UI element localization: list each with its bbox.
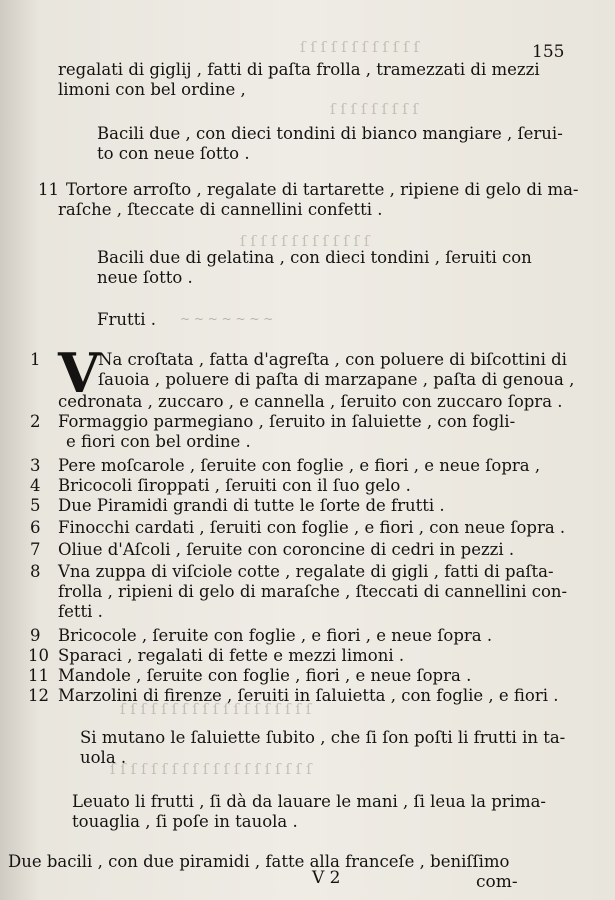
text-line: ſauoia , poluere di paſta di marzapane , paſta di genoua , [98,370,575,389]
section-heading: Frutti . [97,310,156,329]
text-line: Bacili due , con dieci tondini di bianco mangiare , ſerui- [97,124,563,143]
text-line: Tortore arroſto , regalate di tartarette , ripiene di gelo di ma- [66,180,579,199]
drop-cap: V [58,341,100,405]
item-number: 6 [30,518,41,537]
item-number: 11 [38,180,59,199]
text-line: Due Piramidi grandi di tutte le ſorte de frutti . [58,496,445,515]
text-line: Bacili due di gelatina , con dieci tondini , ſeruiti con [97,248,532,267]
item-number: 11 [28,666,49,685]
text-line: Leuato li frutti , ſi dà da lauare le mani , ſi leua la prima- [72,792,547,811]
text-line: Formaggio parmegiano , ſeruito in ſaluiette , con fogli- [58,412,516,431]
catchword: com- [476,872,518,892]
item-number: 5 [30,496,41,515]
text-line: Si mutano le ſaluiette ſubito , che ſi ſon poſti li frutti in ta- [80,728,566,747]
text-line: e fiori con bel ordine . [66,432,251,451]
text-line: cedronata , zuccaro , e cannella , ſeruito con zuccaro ſopra . [58,392,563,411]
text-line: Finocchi cardati , ſeruiti con foglie , e fiori , con neue ſopra . [58,518,566,537]
text-line: Vna zuppa di viſciole cotte , regalate di gigli , fatti di paſta- [58,562,554,581]
item-number: 10 [28,646,49,665]
page-number: 155 [532,42,565,62]
text-line: touaglia , ſi poſe in tauola . [72,812,298,831]
text-line: to con neue ſotto . [97,144,250,163]
item-number: 7 [30,540,41,559]
item-number: 3 [30,456,41,475]
text-line: neue ſotto . [97,268,193,287]
text-line: Bricocole , ſeruite con foglie , e fiori , e neue ſopra . [58,626,493,645]
text-line: uola . [80,748,127,767]
item-number: 9 [30,626,41,645]
item-number: 1 [30,350,41,369]
text-line: Bricocoli ſiroppati , ſeruiti con il ſuo gelo . [58,476,411,495]
text-line: Pere moſcarole , ſeruite con foglie , e fiori , e neue ſopra , [58,456,541,475]
bleed-through-text: ſ ſ ſ ſ ſ ſ ſ ſ ſ ſ ſ ſ ſ [240,232,370,250]
text-line: Sparaci , regalati di fette e mezzi limoni . [58,646,405,665]
text-line: regalati di giglij , fatti di paſta frolla , tramezzati di mezzi [58,60,540,79]
item-number: 4 [30,476,41,495]
text-line: raſche , ſteccate di cannellini confetti . [58,200,383,219]
text-line: limoni con bel ordine , [58,80,246,99]
bleed-through-text: ſ ſ ſ ſ ſ ſ ſ ſ ſ [330,100,419,118]
bleed-through-text: ſ ſ ſ ſ ſ ſ ſ ſ ſ ſ ſ ſ ſ ſ ſ ſ ſ ſ ſ ſ [110,760,312,778]
bleed-through-ornament: ~ ~ ~ ~ ~ ~ ~ [180,312,274,326]
bleed-through-text: ſ ſ ſ ſ ſ ſ ſ ſ ſ ſ ſ ſ ſ ſ ſ ſ ſ ſ ſ [120,700,312,718]
bleed-through-text: ſ ſ ſ ſ ſ ſ ſ ſ ſ ſ ſ ſ [300,38,420,56]
item-number: 12 [28,686,49,705]
text-line: Oliue d'Aſcoli , ſeruite con coroncine di cedri in pezzi . [58,540,515,559]
text-line: Na croſtata , fatta d'agreſta , con poluere di biſcottini di [98,350,567,369]
text-line: fetti . [58,602,103,621]
text-line: frolla , ripieni di gelo di maraſche , ſteccati di cannellini con- [58,582,568,601]
text-line: Mandole , ſeruite con foglie , fiori , e neue ſopra . [58,666,472,685]
text-line: Due bacili , con due piramidi , fatte alla franceſe , beniſſimo [8,852,510,871]
text-line: Marzolini di firenze , ſeruiti in ſaluietta , con foglie , e fiori . [58,686,559,705]
item-number: 8 [30,562,41,581]
signature-mark: V 2 [312,868,341,888]
item-number: 2 [30,412,41,431]
